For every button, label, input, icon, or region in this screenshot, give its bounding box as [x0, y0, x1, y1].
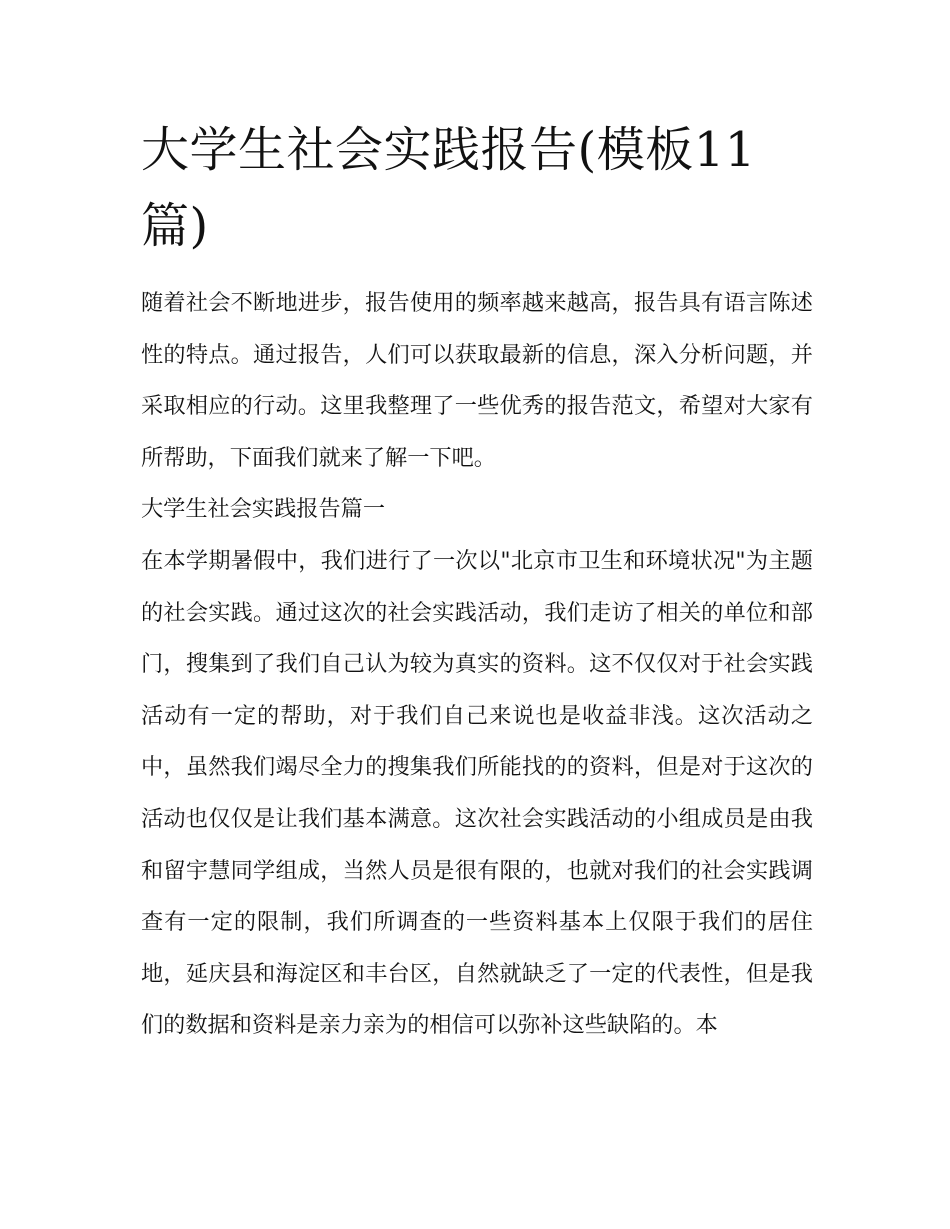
- section-heading: 大学生社会实践报告篇一: [141, 496, 386, 523]
- document-title: 大学生社会实践报告(模板11篇): [141, 122, 756, 254]
- intro-paragraph: 随着社会不断地进步，报告使用的频率越来越高，报告具有语言陈述性的特点。通过报告，人们可以获取最新的信息，深入分析问题，并采取相应的行动。这里我整理了一些优秀的报告范文，希望对大家有所帮助，下面我们就来了解一下吧。: [141, 290, 813, 471]
- section-paragraph: 在本学期暑假中，我们进行了一次以"北京市卫生和环境状况"为主题的社会实践。通过这次的社会实践活动，我们走访了相关的单位和部门，搜集到了我们自己认为较为真实的资料。这不仅仅对于社会实践活动有一定的帮助，对于我们自己来说也是收益非浅。这次活动之中，虽然我们竭尽全力的搜集我们所能找的的资料，但是对于这次的活动也仅仅是让我们基本满意。这次社会实践活动的小组成员是由我和留宇慧同学组成，当然人员是很有限的，也就对我们的社会实践调查有一定的限制，我们所调查的一些资料基本上仅限于我们的居住地，延庆县和海淀区和丰台区，自然就缺乏了一定的代表性，但是我们的数据和资料是亲力亲为的相信可以弥补这些缺陷的。本: [141, 547, 813, 1039]
- document-content: [141, 112, 813, 1052]
